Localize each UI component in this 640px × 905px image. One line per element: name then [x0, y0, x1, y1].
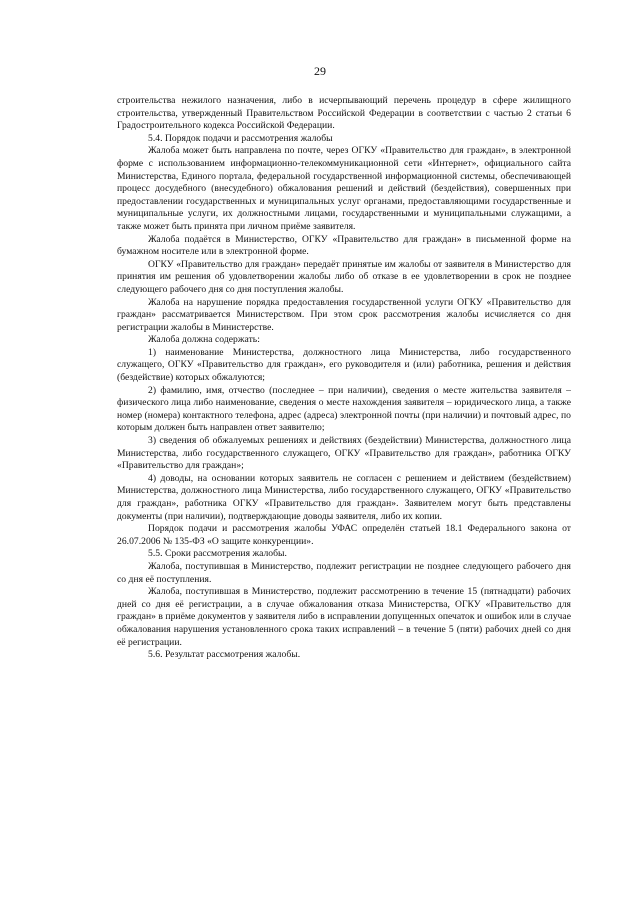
paragraph: Жалоба, поступившая в Министерство, подлежит регистрации не позднее следующего рабочего дня со дня её поступления. — [117, 560, 571, 585]
paragraph: Жалоба должна содержать: — [148, 334, 260, 346]
paragraph: 4) доводы, на основании которых заявитель не согласен с решением и действием (бездействием) Министерства, должностного лица Министерства, либо государственного служащего, ОГКУ «Правительство для граждан», работника ОГКУ «Правительство для граждан». Заявителем могут быть представлены документы (при наличии), подтверждающие доводы заявителя, либо их копии. — [117, 472, 571, 522]
paragraph: Жалоба может быть направлена по почте, через ОГКУ «Правительство для граждан», в электронной форме с использованием информационно-телекоммуникационной сети «Интернет», официального сайта Министерства, Единого портала, федеральной государственной информационной системы, обеспечивающей процесс досудебного (внесудебного) обжалования решений и действий (бездействия), совершенных при предоставлении государственных и муниципальных услуг органами, предоставляющими государственные и муниципальные услуги, их должностными лицами, государственными и муниципальными служащими, а также может быть принята при личном приёме заявителя. — [117, 145, 571, 232]
paragraph: Жалоба, поступившая в Министерство, подлежит рассмотрению в течение 15 (пятнадцати) рабочих дней со дня её регистрации, а в случае обжалования отказа Министерства, ОГКУ «Правительство для граждан» в приёме документов у заявителя либо в исправлении допущенных опечаток и ошибок или в случае обжалования нарушения установленного срока таких исправлений – в течение 5 (пяти) рабочих дней со дня её регистрации. — [117, 586, 571, 648]
paragraph: Жалоба подаётся в Министерство, ОГКУ «Правительство для граждан» в письменной форме на бумажном носителе или в электронной форме. — [117, 233, 571, 258]
paragraph: Порядок подачи и рассмотрения жалобы УФАС определён статьей 18.1 Федерального закона от 26.07.2006 № 135-ФЗ «О защите конкуренции». — [117, 523, 571, 547]
paragraph: 2) фамилию, имя, отчество (последнее – при наличии), сведения о месте жительства заявителя – физического лица либо наименование, сведения о месте нахождения заявителя – юридического лица, а также номер (номера) контактного телефона, адрес (адреса) электронной почты (при наличии) и почтовый адрес, по которым должен быть направлен ответ заявителю; — [117, 384, 571, 434]
paragraph: 5.6. Результат рассмотрения жалобы. — [148, 649, 301, 661]
paragraph: 3) сведения об обжалуемых решениях и действиях (бездействии) Министерства, должностного лица Министерства, либо государственного служащего, ОГКУ «Правительство для граждан», работника ОГКУ «Правительство для граждан»; — [117, 435, 571, 472]
paragraph: 5.5. Сроки рассмотрения жалобы. — [148, 548, 287, 560]
paragraph: Жалоба на нарушение порядка предоставления государственной услуги ОГКУ «Правительство для граждан» рассматривается Министерством. При этом срок рассмотрения жалобы исчисляется со дня регистрации жалобы в Министерстве. — [117, 296, 571, 333]
paragraph: 1) наименование Министерства, должностного лица Министерства, либо государственного служащего, ОГКУ «Правительство для граждан», его руководителя и (или) работника, решения и действия (бездействие) которых обжалуются; — [117, 346, 571, 384]
page-number: 29 — [314, 64, 326, 78]
page-body — [117, 95, 571, 662]
paragraph: строительства нежилого назначения, либо в исчерпывающий перечень процедур в сфере жилищного строительства, утвержденный Правительством Российской Федерации в соответствии с частью 2 статьи 6 Градостроительного кодекса Российской Федерации. — [117, 95, 571, 132]
paragraph: ОГКУ «Правительство для граждан» передаёт принятые им жалобы от заявителя в Министерство для принятия им решения об удовлетворении жалобы либо об отказе в ее удовлетворении в срок не позднее следующего рабочего дня со дня поступления жалобы. — [117, 258, 571, 295]
paragraph: 5.4. Порядок подачи и рассмотрения жалобы — [148, 132, 333, 144]
